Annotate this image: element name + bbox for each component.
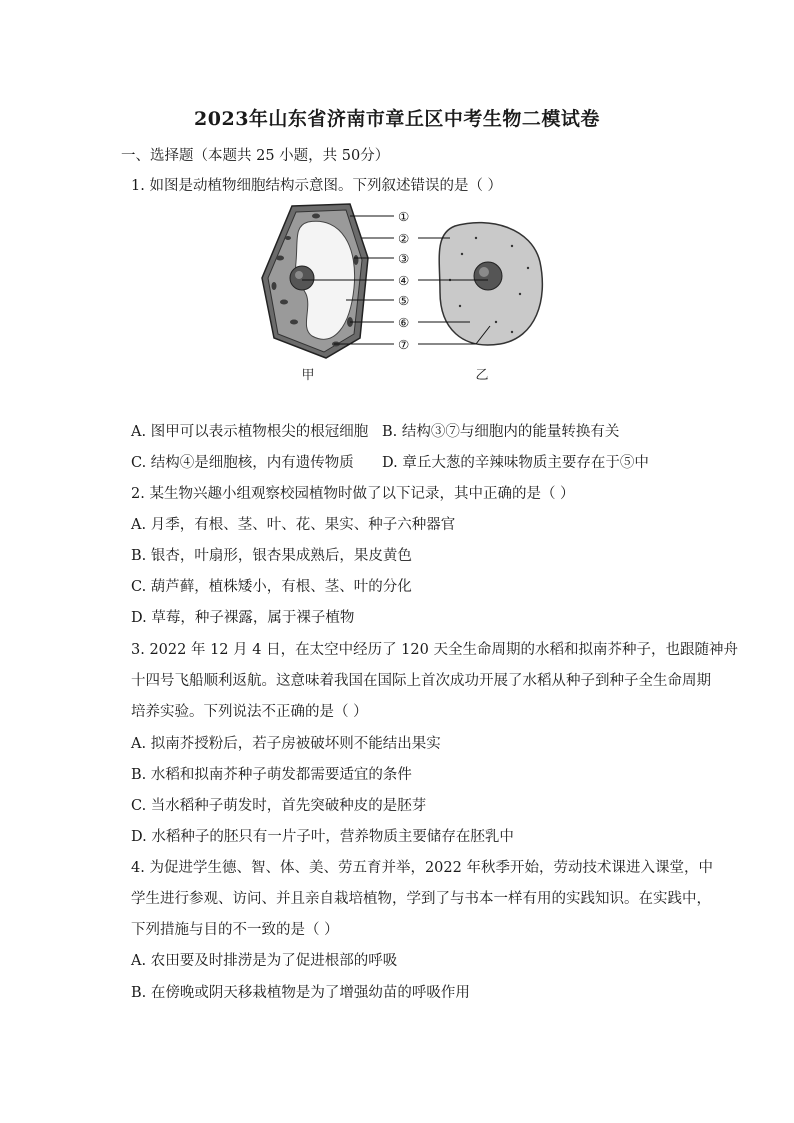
plant-nucleus xyxy=(290,266,314,290)
label-4: ④ xyxy=(398,273,410,288)
q2-option-d: D. 草莓，种子裸露，属于裸子植物 xyxy=(131,610,355,626)
q1-option-c: C. 结构④是细胞核，内有遗传物质 xyxy=(131,455,354,471)
q3-option-b: B. 水稻和拟南芥种子萌发都需要适宜的条件 xyxy=(131,767,412,783)
animal-nucleus xyxy=(474,262,502,290)
q1-option-d: D. 章丘大葱的辛辣味物质主要存在于⑤中 xyxy=(382,455,649,471)
plant-cell xyxy=(262,204,368,383)
question-3-stem-line-3: 培养实验。下列说法不正确的是（ ） xyxy=(131,704,368,720)
caption-left: 甲 xyxy=(301,368,315,383)
question-4-stem-line-1: 4. 为促进学生德、智、体、美、劳五育并举，2022 年秋季开始，劳动技术课进入课堂，中 xyxy=(131,860,713,876)
cell-diagram-svg xyxy=(250,198,570,388)
question-3-stem-line-1: 3. 2022 年 12 月 4 日，在太空中经历了 120 天全生命周期的水稻和拟南芥种子，也跟随神舟 xyxy=(131,642,738,658)
q2-option-a: A. 月季，有根、茎、叶、花、果实、种子六种器官 xyxy=(131,517,456,533)
question-4-stem-line-2: 学生进行参观、访问、并且亲自栽培植物，学到了与书本一样有用的实践知识。在实践中， xyxy=(131,891,711,907)
caption-right: 乙 xyxy=(475,368,489,383)
q3-option-a: A. 拟南芥授粉后，若子房被破坏则不能结出果实 xyxy=(131,736,441,752)
question-3-stem-line-2: 十四号飞船顺利返航。这意味着我国在国际上首次成功开展了水稻从种子到种子全生命周期 xyxy=(131,673,711,689)
label-1: ① xyxy=(398,209,410,224)
q1-option-a: A. 图甲可以表示植物根尖的根冠细胞 xyxy=(131,424,369,440)
animal-cell xyxy=(439,223,542,383)
label-6: ⑥ xyxy=(398,315,410,330)
q3-option-d: D. 水稻种子的胚只有一片子叶，营养物质主要储存在胚乳中 xyxy=(131,829,514,845)
label-5: ⑤ xyxy=(398,293,410,308)
q4-option-a: A. 农田要及时排涝是为了促进根部的呼吸 xyxy=(131,953,398,969)
question-1-stem: 1. 如图是动植物细胞结构示意图。下列叙述错误的是（ ） xyxy=(131,178,503,194)
question-4-stem-line-3: 下列措施与目的不一致的是（ ） xyxy=(131,922,339,938)
label-3: ③ xyxy=(398,251,410,266)
q4-option-b: B. 在傍晚或阴天移栽植物是为了增强幼苗的呼吸作用 xyxy=(131,985,470,1001)
q1-option-b: B. 结构③⑦与细胞内的能量转换有关 xyxy=(382,424,620,440)
label-7: ⑦ xyxy=(398,337,410,352)
exam-title: 2023年山东省济南市章丘区中考生物二模试卷 xyxy=(194,108,600,130)
label-2: ② xyxy=(398,231,410,246)
q2-option-b: B. 银杏，叶扇形，银杏果成熟后，果皮黄色 xyxy=(131,548,412,564)
question-2-stem: 2. 某生物兴趣小组观察校园植物时做了以下记录，其中正确的是（ ） xyxy=(131,486,575,502)
cell-structure-figure xyxy=(250,198,570,388)
section-header: 一、选择题（本题共 25 小题，共 50分） xyxy=(121,148,390,164)
q2-option-c: C. 葫芦藓，植株矮小，有根、茎、叶的分化 xyxy=(131,579,412,595)
q3-option-c: C. 当水稻种子萌发时，首先突破种皮的是胚芽 xyxy=(131,798,427,814)
